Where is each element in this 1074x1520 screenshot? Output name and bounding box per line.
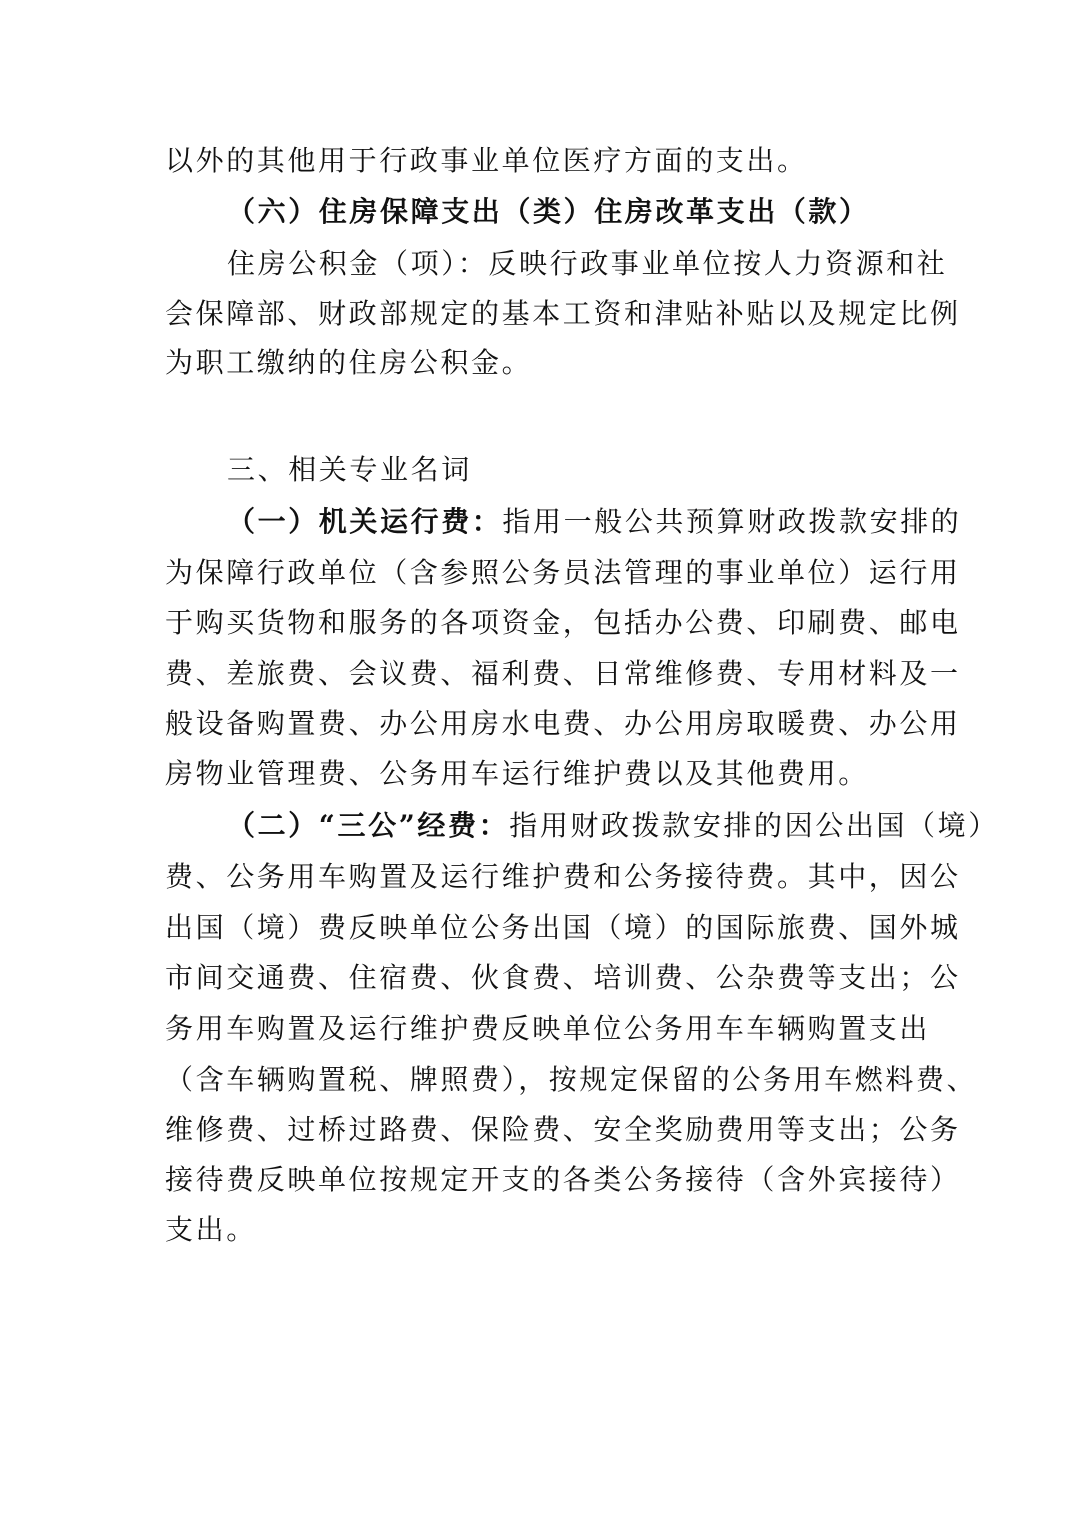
text-line	[165, 605, 961, 641]
text: 接待费反映单位按规定开支的各类公务接待（含外宾接待）	[165, 1163, 961, 1196]
text-line	[165, 1112, 961, 1148]
text-line	[165, 960, 961, 996]
text: 维修费、过桥过路费、保险费、安全奖励费用等支出；公务	[165, 1113, 961, 1146]
text-line	[165, 1212, 910, 1248]
term-label: （二）“三公”经费：	[227, 809, 510, 842]
text: 为职工缴纳的住房公积金。	[165, 346, 533, 379]
text-line	[165, 1162, 961, 1198]
text: 市间交通费、住宿费、伙食费、培训费、公杂费等支出；公	[165, 961, 961, 994]
section-heading	[227, 194, 910, 230]
text-line	[227, 504, 962, 540]
text: 为保障行政单位（含参照公务员法管理的事业单位）运行用	[165, 556, 961, 589]
text-line	[165, 1062, 978, 1098]
text: 房物业管理费、公务用车运行维护费以及其他费用。	[165, 757, 869, 790]
term-label: （一）机关运行费：	[227, 505, 503, 538]
text-line	[165, 910, 961, 946]
text-line	[165, 143, 910, 179]
text: （含车辆购置税、牌照费），按规定保留的公务用车燃料费、	[165, 1063, 978, 1096]
text: 指用财政拨款安排的因公出国（境）	[509, 809, 999, 842]
text-line	[227, 808, 999, 844]
text-line	[165, 706, 961, 742]
text: 般设备购置费、办公用房水电费、办公用房取暖费、办公用	[165, 707, 961, 740]
text-line	[165, 1011, 931, 1047]
text: 务用车购置及运行维护费反映单位公务用车车辆购置支出	[165, 1012, 931, 1045]
text: 住房公积金（项）：反映行政事业单位按人力资源和社	[227, 247, 948, 280]
text: 指用一般公共预算财政拨款安排的	[502, 505, 962, 538]
chapter-heading	[227, 452, 910, 488]
text: 于购买货物和服务的各项资金，包括办公费、印刷费、邮电	[165, 606, 961, 639]
text-line	[165, 656, 961, 692]
text: 出国（境）费反映单位公务出国（境）的国际旅费、国外城	[165, 911, 961, 944]
heading-text: （六）住房保障支出（类）住房改革支出（款）	[227, 195, 870, 228]
text: 支出。	[165, 1213, 257, 1246]
text: 费、公务用车购置及运行维护费和公务接待费。其中，因公	[165, 860, 961, 893]
text-line	[165, 859, 961, 895]
text: 会保障部、财政部规定的基本工资和津贴补贴以及规定比例	[165, 297, 961, 330]
text-line	[227, 246, 948, 282]
text: 以外的其他用于行政事业单位医疗方面的支出。	[165, 144, 808, 177]
text-line	[165, 296, 961, 332]
text-line	[165, 555, 961, 591]
text-line	[165, 756, 910, 792]
text: 费、差旅费、会议费、福利费、日常维修费、专用材料及一	[165, 657, 961, 690]
heading-text: 三、相关专业名词	[227, 453, 472, 486]
text-line	[165, 345, 910, 381]
